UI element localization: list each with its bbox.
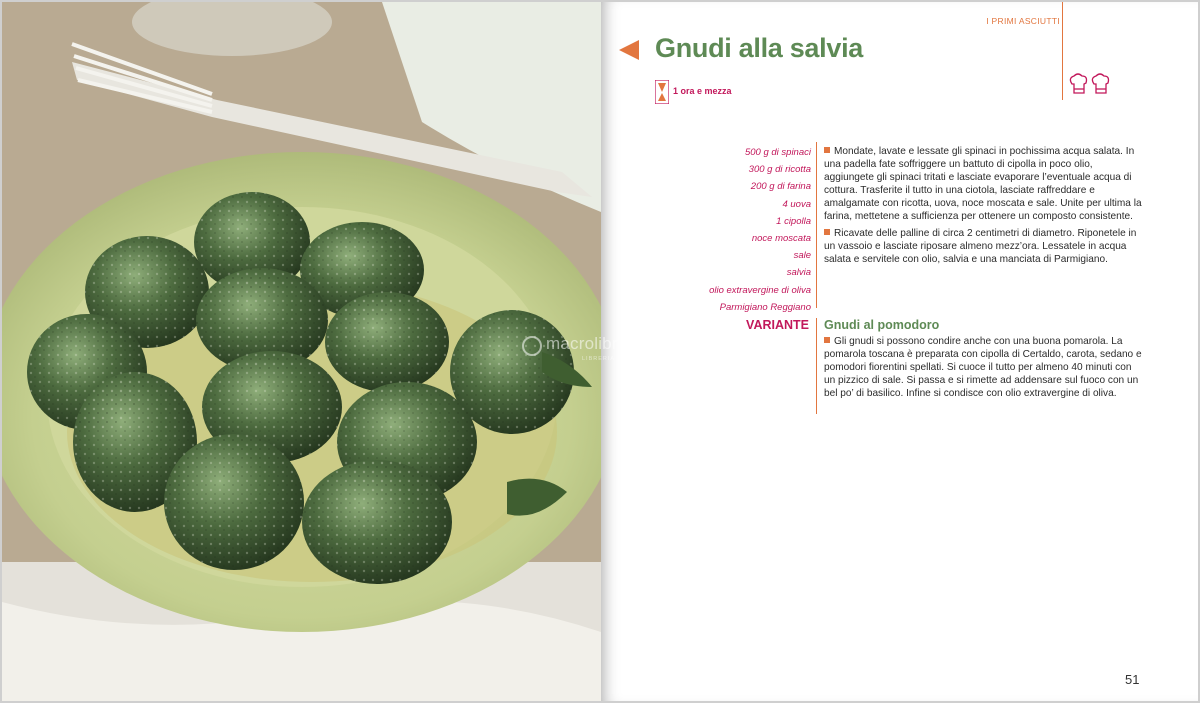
recipe-title: Gnudi alla salvia — [655, 33, 863, 63]
method-paragraph: Ricavate delle palline di circa 2 centimetri di diametro. Riponetele in un vassoio e lasciate riposare almeno mezz’ora. Lessatele in acqua salata e servitele con olio, salvia e una manciata di Parmigiano. — [824, 228, 1137, 265]
section-divider — [1062, 2, 1063, 100]
ingredient-item: olio extravergine di oliva — [709, 284, 811, 296]
variant-text: Gli gnudi si possono condire anche con una buona pomarola. La pomarola toscana è preparata con cipolla di Certaldo, carota, sedano e pomodori fiorentini spellati. Si cuoce il tutto per almeno 40 minuti con un pizzico di sale. Si passa e si rimette ad addensare sul fuoco con un bel po’ di basilico. Infine si condisce con olio extravergine di oliva. — [824, 336, 1142, 399]
ingredient-list — [641, 144, 811, 316]
ingredient-item: 300 g di ricotta — [748, 164, 811, 176]
section-tag: I PRIMI ASCIUTTI — [986, 16, 1060, 26]
method-text — [824, 145, 1142, 270]
method-paragraph: Mondate, lavate e lessate gli spinaci in pochissima acqua salata. In una padella fate soffriggere un battuto di cipolla in poco olio, aggiungete gli spinaci tritati e lasciate evaporare l’eventuale acqua di cottura. Trasferite il tutto in una ciotola, lasciate raffreddare e amalgamate con ricotta, uova, noce moscata e sale. Unite per ultima la farina, mettetene a sufficienza per ottenere un composto consistente. — [824, 146, 1142, 222]
page-number: 51 — [1125, 672, 1140, 687]
ingredient-item: 200 g di farina — [750, 181, 811, 193]
ingredient-item: Parmigiano Reggiano — [719, 301, 811, 313]
bullet-square-icon — [824, 337, 830, 343]
prep-time: 1 ora e mezza — [673, 86, 732, 96]
watermark-logo-icon — [522, 336, 542, 356]
hourglass-icon — [655, 80, 669, 104]
variant-divider — [816, 318, 817, 414]
bullet-square-icon — [824, 147, 830, 153]
bullet-square-icon — [824, 229, 830, 235]
variant-title: Gnudi al pomodoro — [824, 318, 940, 332]
ingredient-item: 4 uova — [782, 198, 811, 210]
ingredient-item: 1 cipolla — [776, 215, 811, 227]
ingredient-item: salvia — [786, 267, 811, 279]
ingredient-item: sale — [793, 250, 811, 262]
food-photo — [2, 2, 601, 701]
chef-hat-icon — [1067, 72, 1113, 98]
ingredients-divider — [816, 142, 817, 308]
gnudi-plate-illustration — [2, 2, 601, 701]
watermark: macrolibrarsi LIBRERIA DIGITALE — [518, 334, 693, 370]
variant-label: VARIANTE — [746, 318, 809, 332]
ingredient-item: 500 g di spinaci — [744, 147, 811, 158]
ingredient-item: noce moscata — [751, 232, 811, 244]
title-arrow-icon — [619, 40, 639, 60]
